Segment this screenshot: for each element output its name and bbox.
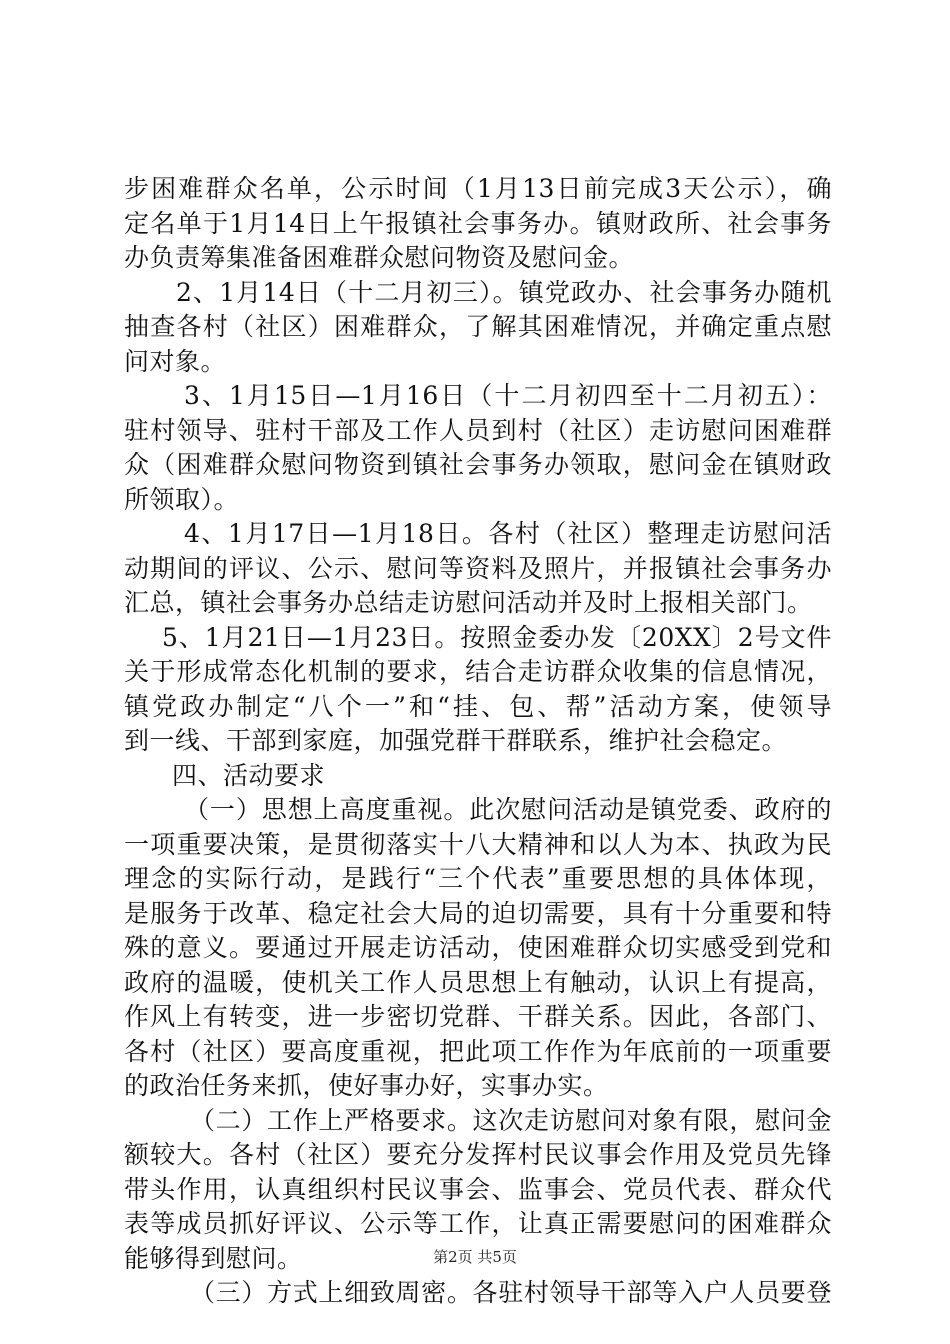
text-line: 殊的意义。要通过开展走访活动，使困难群众切实感受到党和 [124,933,832,962]
text-line: （一）思想上高度重视。此次慰问活动是镇党委、政府的 [184,795,832,824]
text-line: 问对象。 [124,346,227,376]
text-line: 的政治任务来抓，使好事办好，实事办实。 [124,1071,609,1100]
text-line: 到一线、干部到家庭，加强党群干群联系，维护社会稳定。 [124,726,788,755]
text-line: 众（困难群众慰问物资到镇社会事务办领取，慰问金在镇财政 [124,450,832,479]
text-line: 关于形成常态化机制的要求，结合走访群众收集的信息情况， [124,657,832,686]
text-line: 2、1月14日（十二月初三）。镇党政办、社会事务办随机 [176,277,832,307]
text-line: 驻村领导、驻村干部及工作人员到村（社区）走访慰问困难群 [124,415,832,445]
text-line: 所领取）。 [124,484,240,514]
text-line: 镇党政办制定“八个一”和“挂、包、帮”活动方案，使领导 [124,691,832,721]
text-line: 一项重要决策，是贯彻落实十八大精神和以人为本、执政为民 [124,829,832,859]
text-line: 3、1月15日—1月16日（十二月初四至十二月初五）： [184,381,832,410]
text-line: 能够得到慰问。 [124,1243,303,1273]
text-line: 步困难群众名单，公示时间（1月13日前完成3天公示），确 [124,174,832,203]
text-line: 政府的温暖，使机关工作人员思想上有触动，认识上有提高， [124,967,832,997]
text-line: 5、1月21日—1月23日。按照金委办发〔20XX〕2号文件 [162,622,832,652]
text-line: （二）工作上严格要求。这次走访慰问对象有限，慰问金 [190,1105,832,1135]
text-line: 额较大。各村（社区）要充分发挥村民议事会作用及党员先锋 [124,1140,832,1169]
text-line: 是服务于改革、稳定社会大局的迫切需要，具有十分重要和特 [124,898,832,928]
text-line: 带头作用，认真组织村民议事会、监事会、党员代表、群众代 [124,1174,832,1204]
text-line: 抽查各村（社区）困难群众，了解其困难情况，并确定重点慰 [124,312,832,341]
section-heading: 四、活动要求 [172,760,326,790]
text-line: （三）方式上细致周密。各驻村领导干部等入户人员要登 [190,1278,832,1307]
page-number: 第2页 共5页 [433,1248,517,1266]
text-line: 表等成员抓好评议、公示等工作，让真正需要慰问的困难群众 [124,1209,832,1238]
text-line: 理念的实际行动，是践行“三个代表”重要思想的具体体现， [124,864,832,893]
text-line: 定名单于1月14日上午报镇社会事务办。镇财政所、社会事务 [124,208,832,238]
document-body [124,172,832,1311]
text-line: 4、1月17日—1月18日。各村（社区）整理走访慰问活 [184,519,832,548]
text-line: 办负责筹集准备困难群众慰问物资及慰问金。 [124,243,635,272]
text-line: 作风上有转变，进一步密切党群、干群关系。因此，各部门、 [124,1002,832,1031]
text-line: 动期间的评议、公示、慰问等资料及照片，并报镇社会事务办 [124,553,832,583]
text-line: 汇总，镇社会事务办总结走访慰问活动并及时上报相关部门。 [124,588,813,617]
text-line: 各村（社区）要高度重视，把此项工作作为年底前的一项重要 [124,1036,832,1066]
